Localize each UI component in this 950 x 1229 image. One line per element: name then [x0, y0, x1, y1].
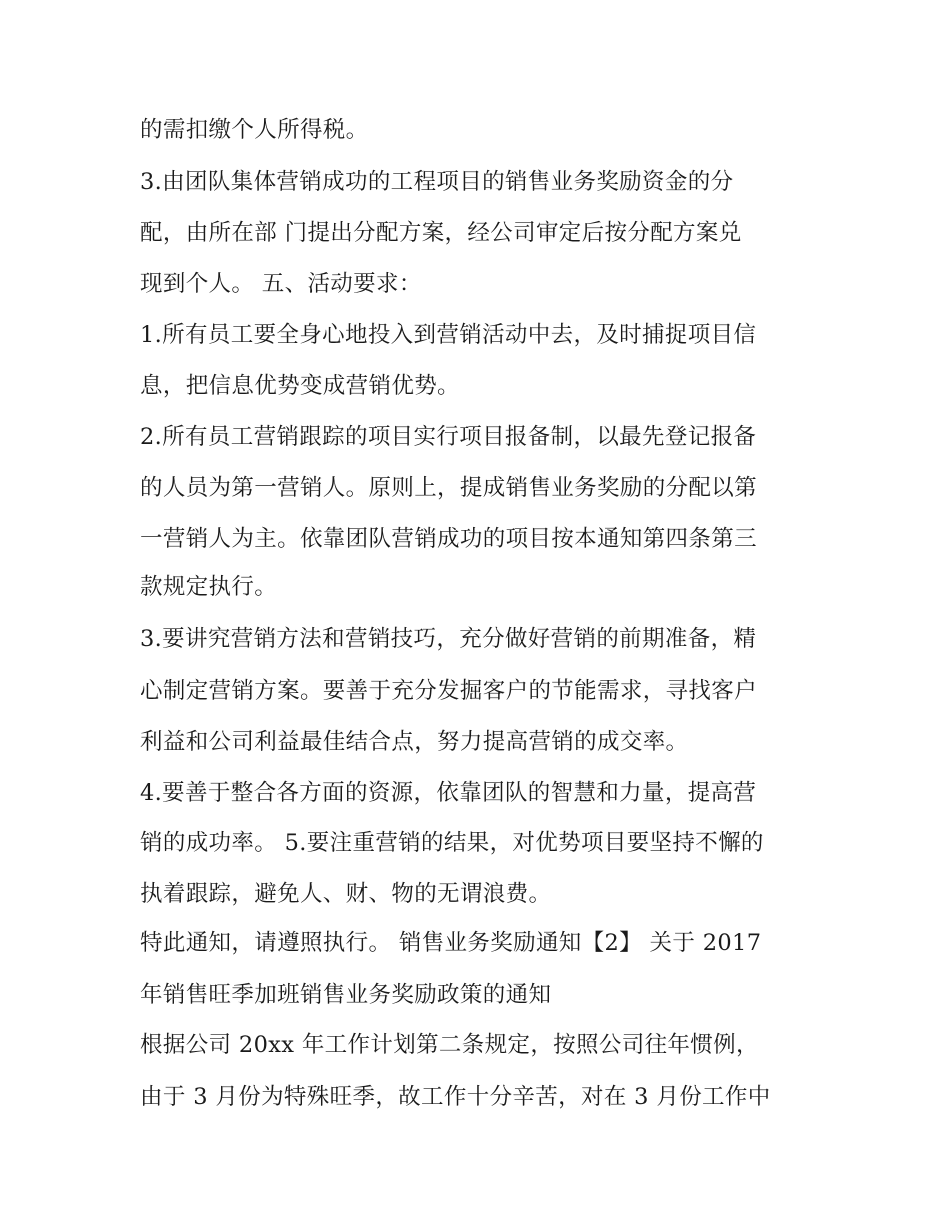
- text-line: 配，由所在部 门提出分配方案，经公司审定后按分配方案兑: [140, 220, 742, 246]
- text-line: 3.由团队集体营销成功的工程项目的销售业务奖励资金的分: [140, 169, 734, 195]
- text-line: 3.要讲究营销方法和营销技巧，充分做好营销的前期准备，精: [140, 626, 757, 652]
- text-line: 的需扣缴个人所得税。: [140, 117, 369, 143]
- text-line: 现到个人。 五、活动要求：: [140, 271, 422, 297]
- text-line: 利益和公司利益最佳结合点，努力提高营销的成交率。: [140, 729, 689, 755]
- text-line: 由于 3 月份为特殊旺季，故工作十分辛苦，对在 3 月份工作中: [140, 1084, 771, 1110]
- text-line: 1.所有员工要全身心地投入到营销活动中去，及时捕捉项目信: [140, 322, 757, 348]
- text-line: 4.要善于整合各方面的资源，依靠团队的智慧和力量，提高营: [140, 780, 757, 806]
- text-line: 销的成功率。 5.要注重营销的结果，对优势项目要坚持不懈的: [140, 830, 764, 856]
- text-line: 款规定执行。: [140, 574, 278, 600]
- text-line: 心制定营销方案。要善于充分发掘客户的节能需求，寻找客户: [140, 678, 757, 704]
- text-line: 的人员为第一营销人。原则上，提成销售业务奖励的分配以第: [140, 475, 757, 501]
- text-line: 2.所有员工营销跟踪的项目实行项目报备制，以最先登记报备: [140, 424, 757, 450]
- text-line: 执着跟踪，避免人、财、物的无谓浪费。: [140, 881, 552, 907]
- text-line: 根据公司 20xx 年工作计划第二条规定，按照公司往年惯例，: [140, 1032, 759, 1058]
- text-line: 年销售旺季加班销售业务奖励政策的通知: [140, 982, 552, 1008]
- text-line: 特此通知，请遵照执行。 销售业务奖励通知【2】 关于 2017: [140, 930, 762, 956]
- text-line: 一营销人为主。依靠团队营销成功的项目按本通知第四条第三: [140, 526, 757, 552]
- text-line: 息，把信息优势变成营销优势。: [140, 373, 460, 399]
